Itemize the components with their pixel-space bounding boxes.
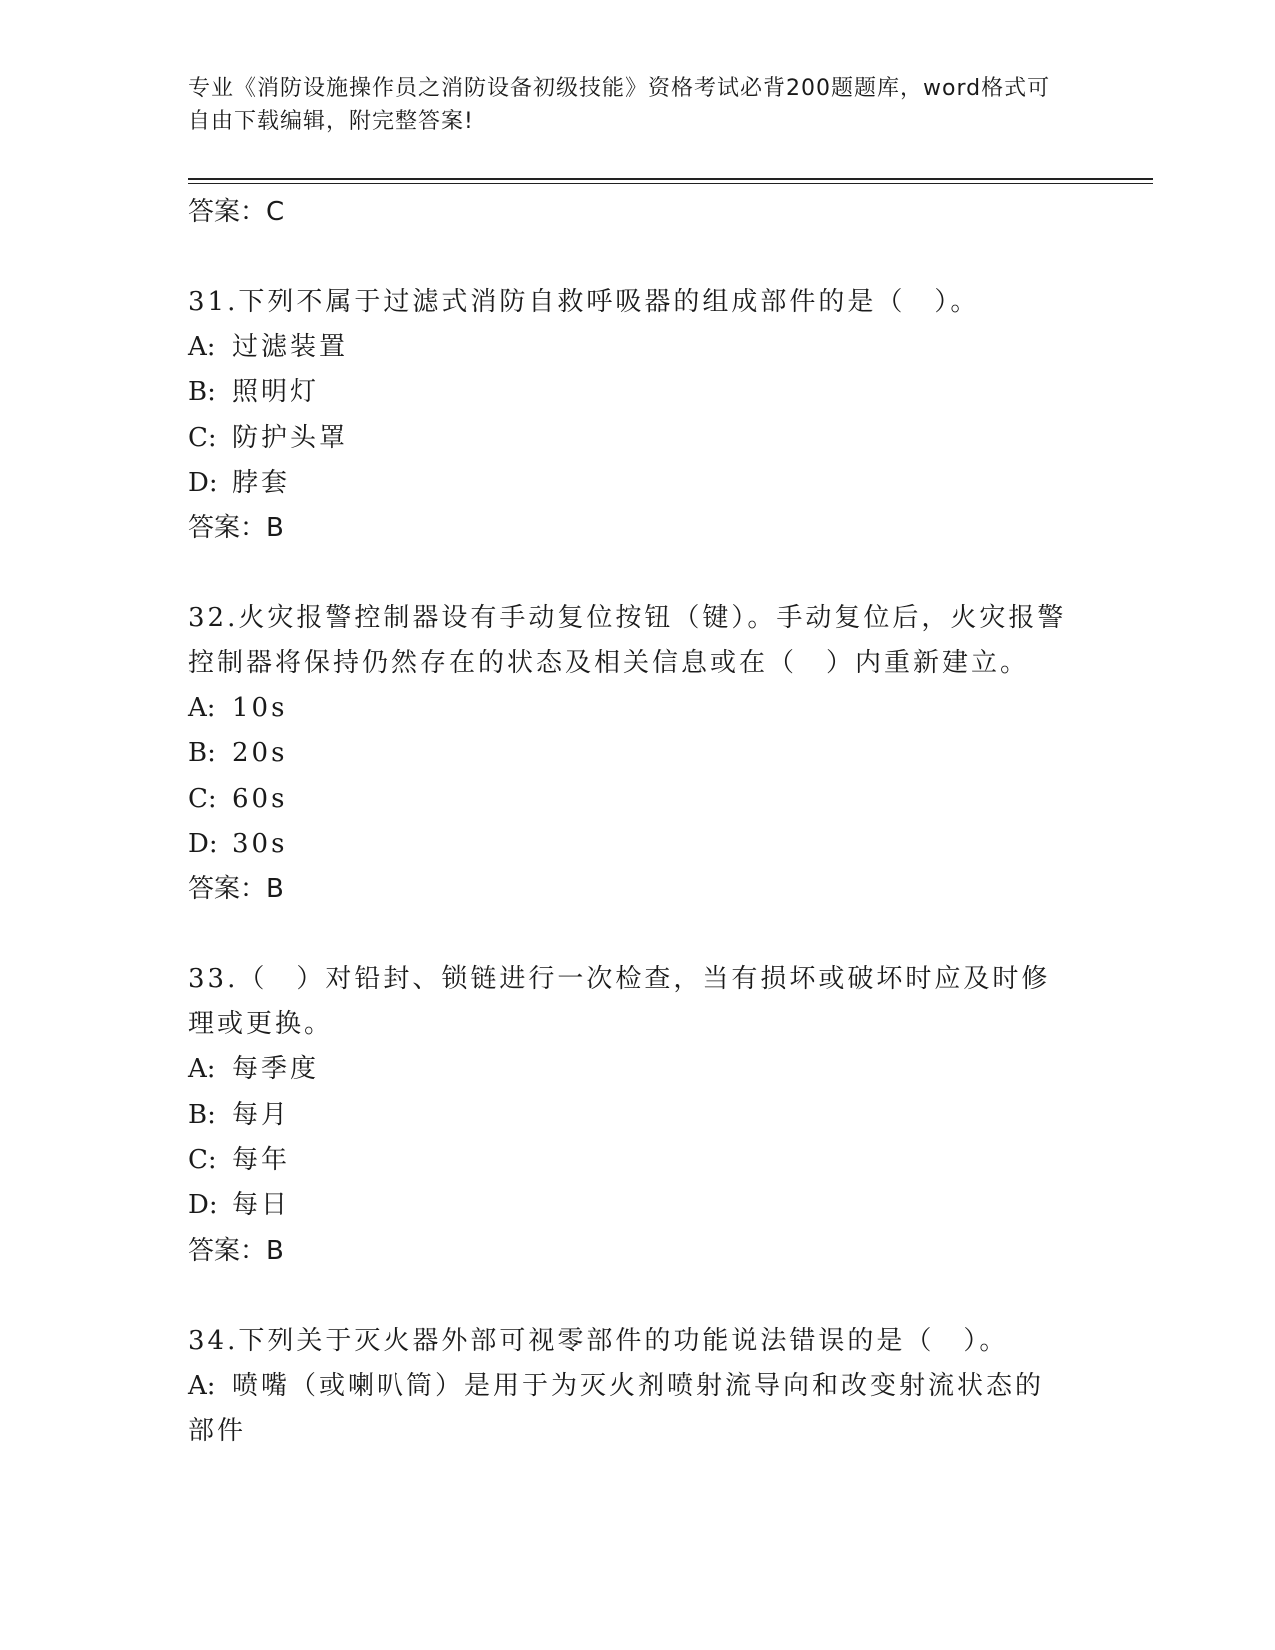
option-letter: D:: [188, 1190, 218, 1221]
option-text: 防护头罩: [232, 422, 349, 453]
option-text: 20s: [232, 738, 288, 769]
option-d: [188, 822, 1088, 867]
answer-line: 答案：C: [188, 197, 285, 227]
question-text: 31.下列不属于过滤式消防自救呼吸器的组成部件的是（ ）。: [188, 287, 980, 317]
header-rule-thin: [188, 183, 1153, 184]
option-letter: A:: [188, 1054, 216, 1085]
option-b: [188, 731, 1088, 776]
question-block: [188, 280, 1088, 551]
option-text: 照明灯: [232, 377, 320, 408]
option-text: 每年: [232, 1144, 291, 1175]
answer-line: 答案：B: [188, 874, 284, 905]
option-text: 脖套: [232, 467, 291, 498]
option-a: [188, 325, 1088, 370]
option-letter: A:: [188, 693, 216, 724]
option-letter: C:: [188, 422, 217, 453]
document-header: 专业《消防设施操作员之消防设备初级技能》资格考试必背200题题库，word格式可自由下载编辑，附完整答案!: [188, 76, 1051, 134]
option-c: [188, 416, 1088, 461]
option-letter: C:: [188, 1144, 217, 1175]
question-text: 33.（ ）对铅封、锁链进行一次检查，当有损坏或破坏时应及时修理或更换。: [188, 964, 1051, 1040]
question-block: [188, 957, 1088, 1273]
question-block: [188, 596, 1088, 912]
option-letter: D:: [188, 467, 218, 498]
option-d: [188, 461, 1088, 506]
option-d: [188, 1183, 1088, 1228]
option-b: [188, 370, 1088, 415]
option-text: 每月: [232, 1099, 291, 1130]
option-text: 喷嘴（或喇叭筒）是用于为灭火剂喷射流导向和改变射流状态的部件: [188, 1370, 1045, 1446]
option-letter: A:: [188, 332, 216, 362]
question-text: 32.火灾报警控制器设有手动复位按钮（键）。手动复位后，火灾报警控制器将保持仍然存在的状态及相关信息或在（ ）内重新建立。: [188, 603, 1067, 679]
option-text: 每季度: [232, 1054, 320, 1085]
answer-line: 答案：B: [188, 1235, 284, 1266]
option-letter: D:: [188, 829, 218, 860]
option-text: 60s: [232, 783, 288, 814]
question-text: 34.下列关于灭火器外部可视零部件的功能说法错误的是（ ）。: [188, 1325, 1009, 1356]
option-text: 每日: [232, 1190, 291, 1221]
header-rule-thick: [188, 178, 1153, 180]
document-page: [188, 72, 1088, 138]
option-text: 过滤装置: [232, 332, 349, 362]
option-a: [188, 1047, 1088, 1092]
option-a: [188, 686, 1088, 731]
option-letter: B:: [188, 738, 216, 769]
option-c: [188, 1138, 1088, 1183]
option-c: [188, 777, 1088, 822]
option-a: [188, 1364, 1068, 1455]
option-text: 10s: [232, 693, 288, 724]
option-letter: C:: [188, 783, 217, 814]
option-letter: B:: [188, 377, 216, 408]
question-block: [188, 1319, 1088, 1455]
option-b: [188, 1093, 1088, 1138]
option-letter: A:: [188, 1370, 216, 1401]
question-content: [188, 190, 1088, 1454]
option-text: 30s: [232, 829, 288, 860]
option-letter: B:: [188, 1099, 216, 1130]
answer-line: 答案：B: [188, 513, 284, 544]
